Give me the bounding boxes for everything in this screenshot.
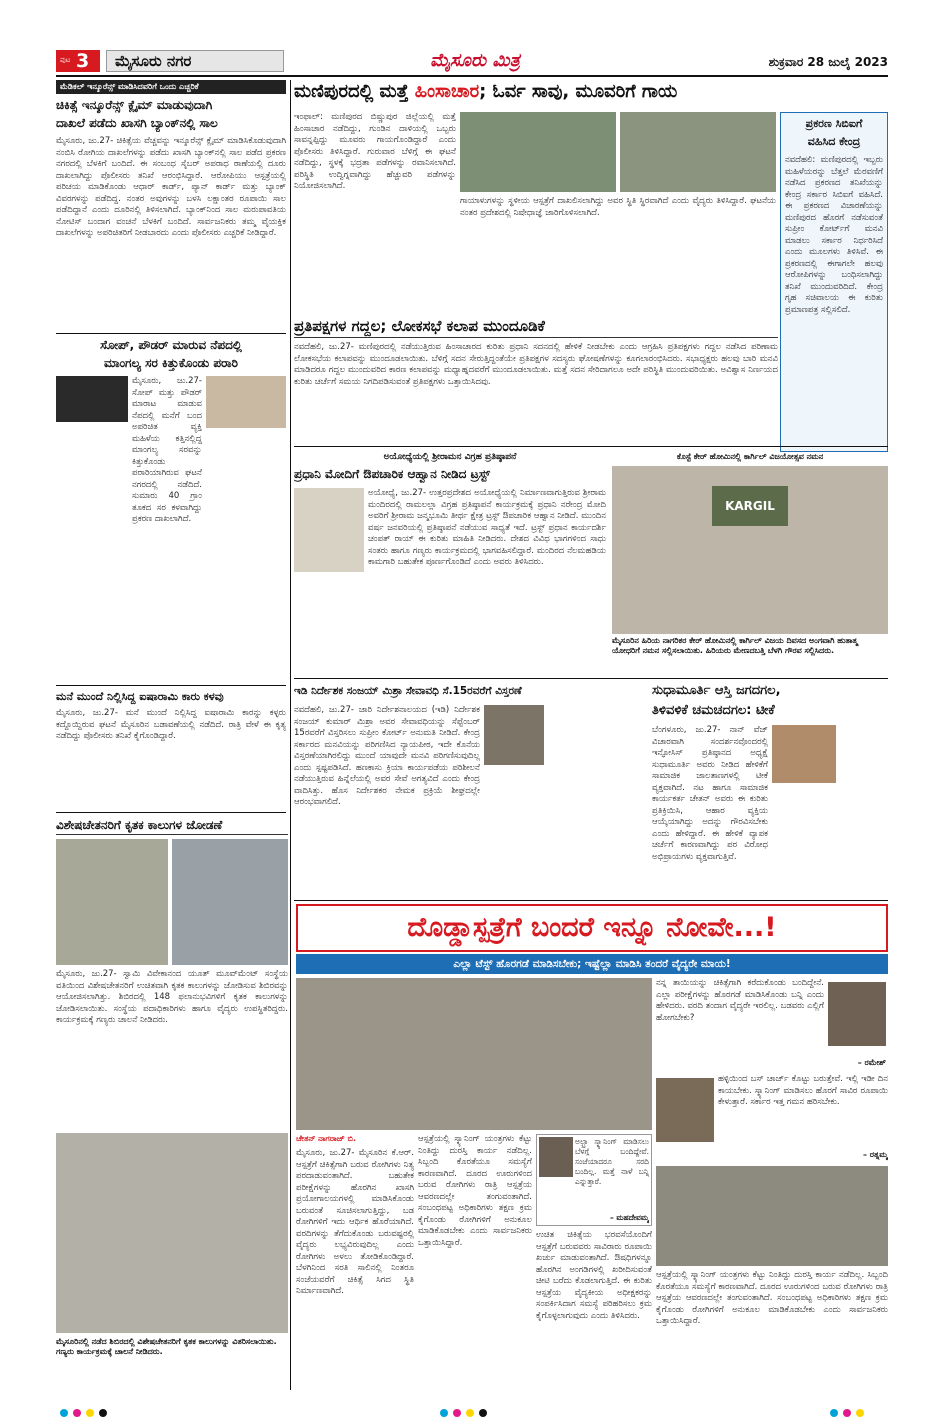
sudha-article xyxy=(652,681,888,897)
cyan-dot xyxy=(60,1409,68,1417)
page-label: ಪುಟ xyxy=(60,56,71,64)
page-number-badge xyxy=(56,50,100,72)
divider xyxy=(294,900,888,901)
hospital-byline: ಚೇತನ್ ನಾಗರಾಜ್ ಬಿ. xyxy=(296,1134,356,1143)
chain-photo xyxy=(206,376,286,428)
lead-body-2: ಗಾಯಾಳುಗಳನ್ನು ಸ್ಥಳೀಯ ಆಸ್ಪತ್ರೆಗೆ ದಾಖಲಿಸಲಾಗಿದ್ದು ಅವರ ಸ್ಥಿತಿ ಸ್ಥಿರವಾಗಿದೆ ಎಂದು ವೈದ್ಯರು ತಿಳಿಸಿದ್ದಾರೆ. ಘಟನೆಯ ನಂತರ ಪ್ರದೇಶದಲ್ಲಿ ನಿಷೇಧಾಜ್ಞೆ ಜಾರಿಗೊಳಿಸಲಾಗಿದೆ. xyxy=(460,196,776,218)
paper-name: ಮೈಸೂರು ಮಿತ್ರ xyxy=(430,50,520,71)
kargil-title: ಕೊಸ್ಟೆ ಕೇರ್ ಹೋಮಿನಲ್ಲಿ ಕಾರ್ಗಿಲ್ ವಿಜಯೋತ್ಸವ ನಮನ xyxy=(676,452,824,461)
cbi-headline-2: ವಹಿಸಿದ ಕೇಂದ್ರ xyxy=(807,135,861,148)
chain-body: ಮೈಸೂರು, ಜು.27- ಸೋಪ್ ಮತ್ತು ಪೌಡರ್ ಮಾರಾಟ ಮಾಡುವ ನೆಪದಲ್ಲಿ ಮನೆಗೆ ಬಂದ ಅಪರಿಚಿತ ವ್ಯಕ್ತಿ ಮಹಿಳೆಯ ಕತ್ತಿನಲ್ಲಿದ್ದ ಮಾಂಗಲ್ಯ ಸರವನ್ನು ಕಿತ್ತುಕೊಂಡು ಪರಾರಿಯಾಗಿರುವ ಘಟನೆ ನಗರದಲ್ಲಿ ನಡೆದಿದೆ. ಸುಮಾರು 40 ಗ್ರಾಂ ತೂಕದ ಸರ ಕಳವಾಗಿದ್ದು ಪ್ರಕರಣ ದಾಖಲಾಗಿದೆ. xyxy=(132,376,202,524)
artificial-photo-2 xyxy=(172,839,288,965)
mahadevamma-photo xyxy=(539,1137,573,1177)
divider xyxy=(294,678,888,679)
black-dot xyxy=(99,1409,107,1417)
quote-1-text: ನನ್ನ ತಾಯಿಯನ್ನು ಚಿಕಿತ್ಸೆಗಾಗಿ ಕರೆದುಕೊಂಡು ಬಂದಿದ್ದೇನೆ. ಎಲ್ಲಾ ಪರೀಕ್ಷೆಗಳನ್ನು ಹೊರಗಡೆ ಮಾಡಿಸಿಕೊಂಡು ಬನ್ನಿ ಎಂದು ಹೇಳಿದರು. ವರದಿ ತಂದಾಗ ವೈದ್ಯರೇ ಇರಲಿಲ್ಲ. ಬಡವರು ಎಲ್ಲಿಗೆ ಹೋಗಬೇಕು? xyxy=(656,978,824,1023)
divider xyxy=(56,812,286,813)
column-rule xyxy=(290,80,291,1390)
opposition-article xyxy=(294,314,778,442)
kargil-caption: ಮೈಸೂರಿನ ಹಿರಿಯ ನಾಗರಿಕರ ಕೇರ್ ಹೋಮಿನಲ್ಲಿ ಕಾರ್ಗಿಲ್ ವಿಜಯ ದಿವಸದ ಅಂಗವಾಗಿ ಹುತಾತ್ಮ ಯೋಧರಿಗೆ ನಮನ ಸಲ್ಲಿಸಲಾಯಿತು. ಹಿರಿಯರು ಮೇಣದಬತ್ತಿ ಬೆಳಗಿ ಗೌರವ ಸಲ್ಲಿಸಿದರು. xyxy=(612,636,858,655)
hospital-body-3: ಉಚಿತ ಚಿಕಿತ್ಸೆಯ ಭರವಸೆಯೊಂದಿಗೆ ಆಸ್ಪತ್ರೆಗೆ ಬರುವವರು ಸಾವಿರಾರು ರೂಪಾಯಿ ಖರ್ಚು ಮಾಡುವಂತಾಗಿದೆ. ಔಷಧಿಗಳನ್ನೂ ಹೊರಗಿನ ಅಂಗಡಿಗಳಲ್ಲಿ ಖರೀದಿಸುವಂತೆ ಚೀಟಿ ಬರೆದು ಕೊಡಲಾಗುತ್ತಿದೆ. ಈ ಕುರಿತು ಆಸ್ಪತ್ರೆಯ ವೈದ್ಯಕೀಯ ಅಧೀಕ್ಷಕರನ್ನು ಸಂಪರ್ಕಿಸಿದಾಗ ಸಮಸ್ಯೆ ಪರಿಹರಿಸಲು ಕ್ರಮ ಕೈಗೊಳ್ಳಲಾಗುವುದು ಎಂದು ತಿಳಿಸಿದರು. xyxy=(536,1230,652,1321)
lead-headline-part-2: ಹಿಂಸಾಚಾರ xyxy=(414,81,480,102)
masthead-rule xyxy=(56,75,888,77)
quote-1-name: – ರಮೇಶ್ xyxy=(857,1058,886,1067)
lead-headline-part-1: ಮಣಿಪುರದಲ್ಲಿ ಮತ್ತೆ xyxy=(294,81,415,102)
hospital-queue-photo xyxy=(296,978,652,1130)
divider xyxy=(294,446,888,447)
quote-2-text: ಹಳ್ಳಿಯಿಂದ ಬಸ್ ಚಾರ್ಜ್ ಕೊಟ್ಟು ಬರುತ್ತೇವೆ. ಇಲ್ಲಿ ಇಡೀ ದಿನ ಕಾಯಬೇಕು. ಸ್ಕ್ಯಾನಿಂಗ್ ಮಾಡಿಸಲು ಹೊರಗೆ ಸಾವಿರ ರೂಪಾಯಿ ಕೇಳುತ್ತಾರೆ. ಸರ್ಕಾರ ಇತ್ತ ಗಮನ ಹರಿಸಬೇಕು. xyxy=(718,1074,888,1107)
artificial-limb-article xyxy=(56,815,288,1389)
page-number: 3 xyxy=(76,50,90,72)
cbi-headline-1: ಪ್ರಕರಣ ಸಿಬಿಐಗೆ xyxy=(805,117,863,130)
ayodhya-kicker: ಅಯೋಧ್ಯೆಯಲ್ಲಿ ಶ್ರೀರಾಮನ ವಿಗ್ರಹ ಪ್ರತಿಷ್ಠಾಪನೆ xyxy=(383,452,517,462)
sudha-headline-2: ತಿಳಿವಳಿಕೆ ಚಮಚದಗಲ: ಟೀಕೆ xyxy=(652,703,775,718)
opposition-body: ನವದೆಹಲಿ, ಜು.27- ಮಣಿಪುರದಲ್ಲಿ ನಡೆಯುತ್ತಿರುವ ಹಿಂಸಾಚಾರದ ಕುರಿತು ಪ್ರಧಾನಿ ಸದನದಲ್ಲಿ ಹೇಳಿಕೆ ನೀಡಬೇಕು ಎಂದು ಆಗ್ರಹಿಸಿ ಪ್ರತಿಪಕ್ಷಗಳು ಗದ್ದಲ ನಡೆಸಿದ ಪರಿಣಾಮ ಲೋಕಸಭೆಯ ಕಲಾಪವನ್ನು ಮುಂದೂಡಲಾಯಿತು. ಬೆಳಿಗ್ಗೆ ಸದನ ಸೇರುತ್ತಿದ್ದಂತೆಯೇ ಪ್ರತಿಪಕ್ಷಗಳ ಸದಸ್ಯರು ಘೋಷಣೆಗಳನ್ನು ಕೂಗಲಾರಂಭಿಸಿದರು. ಸಭಾಧ್ಯಕ್ಷರು ಹಲವು ಬಾರಿ ಮನವಿ ಮಾಡಿದರೂ ಗದ್ದಲ ಮುಂದುವರಿದ ಕಾರಣ ಕಲಾಪವನ್ನು ಮಧ್ಯಾಹ್ನದವರೆಗೆ ಮುಂದೂಡಲಾಯಿತು. ಮತ್ತೆ ಸದನ ಸೇರಿದಾಗಲೂ ಅದೇ ಪರಿಸ್ಥಿತಿ ಮುಂದುವರಿಯಿತು. ಅವಿಶ್ವಾಸ ನಿರ್ಣಯದ ಕುರಿತು ಚರ್ಚೆಗೆ ಸಮಯ ನಿಗದಿಪಡಿಸುವಂತೆ ಪ್ರತಿಪಕ್ಷಗಳು ಒತ್ತಾಯಿಸಿದವು. xyxy=(294,342,778,387)
insurance-body: ಮೈಸೂರು, ಜು.27- ಚಿಕಿತ್ಸೆಯ ವೆಚ್ಚವನ್ನು ಇನ್ಶೂರೆನ್ಸ್ ಕ್ಲೈಮ್ ಮಾಡಿಸಿಕೊಡುವುದಾಗಿ ನಂಬಿಸಿ ರೋಗಿಯ ದಾಖಲೆಗಳನ್ನು ಪಡೆದು ಖಾಸಗಿ ಬ್ಯಾಂಕ್‌ನಲ್ಲಿ ಸಾಲ ಪಡೆದ ಪ್ರಕರಣ ನಗರದಲ್ಲಿ ಬೆಳಕಿಗೆ ಬಂದಿದೆ. ಈ ಸಂಬಂಧ ಸೈಬರ್ ಅಪರಾಧ ಠಾಣೆಯಲ್ಲಿ ದೂರು ದಾಖಲಾಗಿದ್ದು ಪೊಲೀಸರು ತನಿಖೆ ಆರಂಭಿಸಿದ್ದಾರೆ. ಆರೋಪಿಯು ಆಸ್ಪತ್ರೆಯಲ್ಲಿ ಪರಿಚಯ ಮಾಡಿಕೊಂಡು ಆಧಾರ್ ಕಾರ್ಡ್, ಪ್ಯಾನ್ ಕಾರ್ಡ್ ಮತ್ತು ಬ್ಯಾಂಕ್ ವಿವರಗಳನ್ನು ಪಡೆದಿದ್ದ. ನಂತರ ಅವುಗಳನ್ನು ಬಳಸಿ ಲಕ್ಷಾಂತರ ರೂಪಾಯಿ ಸಾಲ ಪಡೆದಿದ್ದಾನೆ ಎಂದು ದೂರಿನಲ್ಲಿ ತಿಳಿಸಲಾಗಿದೆ. ಬ್ಯಾಂಕ್‌ನಿಂದ ಸಾಲ ಮರುಪಾವತಿಯ ನೋಟಿಸ್ ಬಂದಾಗ ವಂಚನೆ ಬೆಳಕಿಗೆ ಬಂದಿದೆ. ಸಾರ್ವಜನಿಕರು ತಮ್ಮ ವೈಯಕ್ತಿಕ ದಾಖಲೆಗಳನ್ನು ಅಪರಿಚಿತರಿಗೆ ನೀಡಬಾರದು ಎಂದು ಪೊಲೀಸರು ಎಚ್ಚರಿಕೆ ನೀಡಿದ್ದಾರೆ. xyxy=(56,136,286,238)
artificial-headline: ವಿಶೇಷಚೇತನರಿಗೆ ಕೃತಕ ಕಾಲುಗಳ ಜೋಡಣೆ xyxy=(56,815,288,835)
quote-2-photo xyxy=(656,1078,714,1142)
cyan-dot xyxy=(440,1409,448,1417)
lead-photo-2 xyxy=(620,112,776,192)
artificial-caption: ಮೈಸೂರಿನಲ್ಲಿ ನಡೆದ ಶಿಬಿರದಲ್ಲಿ ವಿಶೇಷಚೇತನರಿಗೆ ಕೃತಕ ಕಾಲುಗಳನ್ನು ವಿತರಿಸಲಾಯಿತು. ಗಣ್ಯರು ಕಾರ್ಯಕ್ರಮಕ್ಕೆ ಚಾಲನೆ ನೀಡಿದರು. xyxy=(56,1337,277,1356)
magenta-dot xyxy=(843,1409,851,1417)
chain-snatch-article xyxy=(56,336,286,682)
kargil-photo xyxy=(612,466,888,634)
registration-dots-center xyxy=(440,1402,560,1412)
ed-article xyxy=(294,681,646,897)
hospital-subheadline: ಎಲ್ಲಾ ಟೆಸ್ಟ್ ಹೊರಗಡೆ ಮಾಡಿಸಬೇಕು; ಇಷ್ಟೆಲ್ಲಾ ಮಾಡಿಸಿ ತಂದರೆ ವೈದ್ಯರೇ ಮಾಯ! xyxy=(296,954,888,974)
ayodhya-headline: ಪ್ರಧಾನಿ ಮೋದಿಗೆ ಔಪಚಾರಿಕ ಆಹ್ವಾನ ನೀಡಿದ ಟ್ರಸ್ಟ್ xyxy=(294,467,491,481)
yellow-dot xyxy=(466,1409,474,1417)
masthead xyxy=(56,48,888,74)
sudha-headline-1: ಸುಧಾಮೂರ್ತಿ ಆಸ್ತಿ ಜಗದಗಲ, xyxy=(652,683,781,698)
opposition-headline: ಪ್ರತಿಪಕ್ಷಗಳ ಗದ್ದಲ; ಲೋಕಸಭೆ ಕಲಾಪ ಮುಂದೂಡಿಕೆ xyxy=(294,314,778,338)
ayodhya-article xyxy=(294,450,606,674)
quote-center-text: ಅಲ್ಟ್ರಾ ಸ್ಕ್ಯಾನಿಂಗ್ ಮಾಡಿಸಲು ಬೆಳಗ್ಗೆ ಬಂದಿದ್ದೇವೆ. ಸಂಜೆಯಾದರೂ ಸರದಿ ಬಂದಿಲ್ಲ. ಮತ್ತೆ ನಾಳೆ ಬನ್ನಿ ಎನ್ನುತ್ತಾರೆ. xyxy=(575,1137,649,1186)
yellow-dot xyxy=(86,1409,94,1417)
lead-headline xyxy=(294,78,886,106)
hospital-quote-1 xyxy=(656,978,888,1072)
insurance-headline-2: ದಾಖಲೆ ಪಡೆದು ಖಾಸಗಿ ಬ್ಯಾಂಕ್‌ನಲ್ಲಿ ಸಾಲ xyxy=(56,116,218,130)
chain-headline-2: ಮಾಂಗಲ್ಯ ಸರ ಕಿತ್ತುಕೊಂಡು ಪರಾರಿ xyxy=(104,356,238,370)
lead-photo xyxy=(460,112,616,192)
artificial-photo-1 xyxy=(56,839,168,965)
ed-body: ನವದೆಹಲಿ, ಜು.27- ಜಾರಿ ನಿರ್ದೇಶನಾಲಯದ (ಇಡಿ) ನಿರ್ದೇಶಕ ಸಂಜಯ್ ಕುಮಾರ್ ಮಿಶ್ರಾ ಅವರ ಸೇವಾವಧಿಯನ್ನು ಸೆಪ್ಟೆಂಬರ್ 15ರವರೆಗೆ ವಿಸ್ತರಿಸಲು ಸುಪ್ರೀಂ ಕೋರ್ಟ್ ಅನುಮತಿ ನೀಡಿದೆ. ಕೇಂದ್ರ ಸರ್ಕಾರದ ಮನವಿಯನ್ನು ಪರಿಗಣಿಸಿದ ನ್ಯಾಯಪೀಠ, ಇದೇ ಕೊನೆಯ ವಿಸ್ತರಣೆಯಾಗಿರಲಿದ್ದು ಮುಂದೆ ಯಾವುದೇ ಮನವಿ ಪರಿಗಣಿಸುವುದಿಲ್ಲ ಎಂದು ಸ್ಪಷ್ಟಪಡಿಸಿದೆ. ಹಣಕಾಸು ಕ್ರಿಯಾ ಕಾರ್ಯಪಡೆಯ ಪರಿಶೀಲನೆ ನಡೆಯುತ್ತಿರುವ ಹಿನ್ನೆಲೆಯಲ್ಲಿ ಅವರ ಸೇವೆ ಅಗತ್ಯವಿದೆ ಎಂದು ಕೇಂದ್ರ ವಾದಿಸಿತ್ತು. ಹೊಸ ನಿರ್ದೇಶಕರ ನೇಮಕ ಪ್ರಕ್ರಿಯೆ ಶೀಘ್ರದಲ್ಲೇ ಆರಂಭವಾಗಲಿದೆ. xyxy=(294,705,480,807)
insurance-article xyxy=(56,80,286,330)
divider xyxy=(56,333,286,334)
suspect-photo xyxy=(56,376,128,422)
quote-1-photo xyxy=(828,982,886,1046)
car-body: ಮೈಸೂರು, ಜು.27- ಮನೆ ಮುಂದೆ ನಿಲ್ಲಿಸಿದ್ದ ಐಷಾರಾಮಿ ಕಾರನ್ನು ಕಳ್ಳರು ಕದ್ದೊಯ್ದಿರುವ ಘಟನೆ ಮೈಸೂರಿನ ಬಡಾವಣೆಯಲ್ಲಿ ನಡೆದಿದೆ. ರಾತ್ರಿ ವೇಳೆ ಈ ಕೃತ್ಯ ನಡೆದಿದ್ದು ಪೊಲೀಸರು ತನಿಖೆ ಕೈಗೊಂಡಿದ್ದಾರೆ. xyxy=(56,708,286,741)
hospital-body-4: ಆಸ್ಪತ್ರೆಯಲ್ಲಿ ಸ್ಕ್ಯಾನಿಂಗ್ ಯಂತ್ರಗಳು ಕೆಟ್ಟು ನಿಂತಿದ್ದು ದುರಸ್ತಿ ಕಾರ್ಯ ನಡೆದಿಲ್ಲ. ಸಿಬ್ಬಂದಿ ಕೊರತೆಯೂ ಸಮಸ್ಯೆಗೆ ಕಾರಣವಾಗಿದೆ. ದೂರದ ಊರುಗಳಿಂದ ಬರುವ ರೋಗಿಗಳು ರಾತ್ರಿ ಆಸ್ಪತ್ರೆಯ ಆವರಣದಲ್ಲೇ ತಂಗುವಂತಾಗಿದೆ. ಸಂಬಂಧಪಟ್ಟ ಅಧಿಕಾರಿಗಳು ತಕ್ಷಣ ಕ್ರಮ ಕೈಗೊಂಡು ರೋಗಿಗಳಿಗೆ ಅನುಕೂಲ ಮಾಡಿಕೊಡಬೇಕು ಎಂದು ಸಾರ್ವಜನಿಕರು ಒತ್ತಾಯಿಸಿದ್ದಾರೆ. xyxy=(656,1270,888,1326)
cbi-box xyxy=(780,112,888,452)
lead-headline-part-3: ; ಓರ್ವ ಸಾವು, ಮೂವರಿಗೆ ಗಾಯ xyxy=(479,81,678,102)
quote-2-name: – ರತ್ನಮ್ಮ xyxy=(862,1150,888,1159)
section-name: ಮೈಸೂರು ನಗರ xyxy=(106,50,284,72)
artificial-photo-3 xyxy=(56,1133,288,1333)
insurance-kicker: ಮೆಡಿಕಲ್ ಇನ್ಶೂರೆನ್ಸ್ ಮಾಡಿಸಿದವರಿಗೆ ಒಂದು ಎಚ್ಚರಿಕೆ xyxy=(56,80,286,94)
ayodhya-body: ಅಯೋಧ್ಯೆ, ಜು.27- ಉತ್ತರಪ್ರದೇಶದ ಅಯೋಧ್ಯೆಯಲ್ಲಿ ನಿರ್ಮಾಣವಾಗುತ್ತಿರುವ ಶ್ರೀರಾಮ ಮಂದಿರದಲ್ಲಿ ರಾಮಲಲ್ಲಾ ವಿಗ್ರಹ ಪ್ರತಿಷ್ಠಾಪನೆ ಕಾರ್ಯಕ್ರಮಕ್ಕೆ ಪ್ರಧಾನಿ ನರೇಂದ್ರ ಮೋದಿ ಅವರಿಗೆ ಶ್ರೀರಾಮ ಜನ್ಮಭೂಮಿ ತೀರ್ಥ ಕ್ಷೇತ್ರ ಟ್ರಸ್ಟ್ ಔಪಚಾರಿಕ ಆಹ್ವಾನ ನೀಡಿದೆ. ಮುಂದಿನ ವರ್ಷ ಜನವರಿಯಲ್ಲಿ ಪ್ರತಿಷ್ಠಾಪನೆ ನಡೆಯುವ ಸಾಧ್ಯತೆ ಇದೆ. ಟ್ರಸ್ಟ್ ಪ್ರಧಾನ ಕಾರ್ಯದರ್ಶಿ ಚಂಪತ್ ರಾಯ್ ಈ ಕುರಿತು ಮಾಹಿತಿ ನೀಡಿದರು. ದೇಶದ ವಿವಿಧ ಭಾಗಗಳಿಂದ ಸಾಧು ಸಂತರು ಹಾಗೂ ಗಣ್ಯರು ಕಾರ್ಯಕ್ರಮದಲ್ಲಿ ಭಾಗವಹಿಸಲಿದ್ದಾರೆ. ಮಂದಿರದ ನೆಲಮಹಡಿಯ ಕಾಮಗಾರಿ ಬಹುತೇಕ ಪೂರ್ಣಗೊಂಡಿದೆ ಎಂದು ಅವರು ತಿಳಿಸಿದರು. xyxy=(368,488,606,567)
black-dot xyxy=(479,1409,487,1417)
chain-headline-1: ಸೋಪ್, ಪೌಡರ್ ಮಾರುವ ನೆಪದಲ್ಲಿ xyxy=(100,338,242,352)
registration-dots-left xyxy=(60,1402,180,1412)
divider xyxy=(56,685,286,686)
modi-photo xyxy=(294,488,364,572)
hospital-quote-center xyxy=(536,1134,652,1226)
mishra-photo xyxy=(484,705,544,765)
lead-body: ಇಂಫಾಲ್: ಮಣಿಪುರದ ಬಿಷ್ಣುಪುರ ಜಿಲ್ಲೆಯಲ್ಲಿ ಮತ್ತೆ ಹಿಂಸಾಚಾರ ನಡೆದಿದ್ದು, ಗುಂಡಿನ ದಾಳಿಯಲ್ಲಿ ಒಬ್ಬರು ಸಾವನ್ನಪ್ಪಿದ್ದು ಮೂವರು ಗಾಯಗೊಂಡಿದ್ದಾರೆ ಎಂದು ಪೊಲೀಸರು ತಿಳಿಸಿದ್ದಾರೆ. ಗುರುವಾರ ಬೆಳಿಗ್ಗೆ ಈ ಘಟನೆ ನಡೆದಿದ್ದು, ಸ್ಥಳಕ್ಕೆ ಭದ್ರತಾ ಪಡೆಗಳನ್ನು ರವಾನಿಸಲಾಗಿದೆ. ಪರಿಸ್ಥಿತಿ ಉದ್ವಿಗ್ನವಾಗಿದ್ದು ಹೆಚ್ಚುವರಿ ಪಡೆಗಳನ್ನು ನಿಯೋಜಿಸಲಾಗಿದೆ. xyxy=(294,112,456,191)
cbi-body: ನವದೆಹಲಿ: ಮಣಿಪುರದಲ್ಲಿ ಇಬ್ಬರು ಮಹಿಳೆಯರನ್ನು ಬೆತ್ತಲೆ ಮೆರವಣಿಗೆ ನಡೆಸಿದ ಪ್ರಕರಣದ ತನಿಖೆಯನ್ನು ಕೇಂದ್ರ ಸರ್ಕಾರ ಸಿಬಿಐಗೆ ವಹಿಸಿದೆ. ಈ ಪ್ರಕರಣದ ವಿಚಾರಣೆಯನ್ನು ಮಣಿಪುರದ ಹೊರಗೆ ನಡೆಸುವಂತೆ ಸುಪ್ರೀಂ ಕೋರ್ಟ್‌ಗೆ ಮನವಿ ಮಾಡಲು ಸರ್ಕಾರ ನಿರ್ಧರಿಸಿದೆ ಎಂದು ಮೂಲಗಳು ತಿಳಿಸಿವೆ. ಈ ಪ್ರಕರಣದಲ್ಲಿ ಈಗಾಗಲೇ ಹಲವು ಆರೋಪಿಗಳನ್ನು ಬಂಧಿಸಲಾಗಿದ್ದು ತನಿಖೆ ಮುಂದುವರಿದಿದೆ. ಕೇಂದ್ರ ಗೃಹ ಸಚಿವಾಲಯ ಈ ಕುರಿತು ಪ್ರಮಾಣಪತ್ರ ಸಲ್ಲಿಸಲಿದೆ. xyxy=(785,155,883,315)
hospital-ward-photo xyxy=(656,1166,888,1266)
magenta-dot xyxy=(73,1409,81,1417)
car-headline: ಮನೆ ಮುಂದೆ ನಿಲ್ಲಿಸಿದ್ದ ಐಷಾರಾಮಿ ಕಾರು ಕಳವು xyxy=(56,690,224,703)
issue-date: ಶುಕ್ರವಾರ 28 ಜುಲೈ 2023 xyxy=(768,55,888,69)
car-theft-article xyxy=(56,688,286,808)
chetan-photo xyxy=(772,725,836,783)
hospital-body-2: ಆಸ್ಪತ್ರೆಯಲ್ಲಿ ಸ್ಕ್ಯಾನಿಂಗ್ ಯಂತ್ರಗಳು ಕೆಟ್ಟು ನಿಂತಿದ್ದು ದುರಸ್ತಿ ಕಾರ್ಯ ನಡೆದಿಲ್ಲ. ಸಿಬ್ಬಂದಿ ಕೊರತೆಯೂ ಸಮಸ್ಯೆಗೆ ಕಾರಣವಾಗಿದೆ. ದೂರದ ಊರುಗಳಿಂದ ಬರುವ ರೋಗಿಗಳು ರಾತ್ರಿ ಆಸ್ಪತ್ರೆಯ ಆವರಣದಲ್ಲೇ ತಂಗುವಂತಾಗಿದೆ. ಸಂಬಂಧಪಟ್ಟ ಅಧಿಕಾರಿಗಳು ತಕ್ಷಣ ಕ್ರಮ ಕೈಗೊಂಡು ರೋಗಿಗಳಿಗೆ ಅನುಕೂಲ ಮಾಡಿಕೊಡಬೇಕು ಎಂದು ಸಾರ್ವಜನಿಕರು ಒತ್ತಾಯಿಸಿದ್ದಾರೆ. xyxy=(418,1134,532,1248)
insurance-headline-1: ಚಿಕಿತ್ಸೆ ಇನ್ಶೂರೆನ್ಸ್ ಕ್ಲೈಮ್ ಮಾಡುವುದಾಗಿ xyxy=(56,98,213,112)
quote-center-name: – ಮಹದೇವಮ್ಮ xyxy=(610,1213,649,1222)
kargil-article xyxy=(612,450,888,674)
registration-dots-right xyxy=(830,1402,890,1412)
kargil-banner: KARGIL xyxy=(712,486,788,526)
hospital-headline: ದೊಡ್ಡಾಸ್ಪತ್ರೆಗೆ ಬಂದರೆ ಇನ್ನೂ ನೋವೇ...! xyxy=(407,912,777,943)
ed-headline: ಇಡಿ ನಿರ್ದೇಶಕ ಸಂಜಯ್ ಮಿಶ್ರಾ ಸೇವಾವಧಿ ಸೆ.15ರವರೆಗೆ ವಿಸ್ತರಣೆ xyxy=(294,685,522,697)
hospital-body-1: ಮೈಸೂರು, ಜು.27- ಮೈಸೂರಿನ ಕೆ.ಆರ್. ಆಸ್ಪತ್ರೆಗೆ ಚಿಕಿತ್ಸೆಗಾಗಿ ಬರುವ ರೋಗಿಗಳು ನಿತ್ಯ ಪರದಾಡುವಂತಾಗಿದೆ. ಬಹುತೇಕ ಪರೀಕ್ಷೆಗಳನ್ನು ಹೊರಗಿನ ಖಾಸಗಿ ಪ್ರಯೋಗಾಲಯಗಳಲ್ಲಿ ಮಾಡಿಸಿಕೊಂಡು ಬರುವಂತೆ ಸೂಚಿಸಲಾಗುತ್ತಿದ್ದು, ಬಡ ರೋಗಿಗಳಿಗೆ ಇದು ಆರ್ಥಿಕ ಹೊರೆಯಾಗಿದೆ. ವರದಿಗಳನ್ನು ತೆಗೆದುಕೊಂಡು ಬರುವಷ್ಟರಲ್ಲಿ ವೈದ್ಯರು ಲಭ್ಯವಿರುವುದಿಲ್ಲ ಎಂದು ರೋಗಿಗಳು ಅಳಲು ತೋಡಿಕೊಂಡಿದ್ದಾರೆ. ಬೆಳಗಿನಿಂದ ಸರತಿ ಸಾಲಿನಲ್ಲಿ ನಿಂತರೂ ಸಂಜೆಯವರೆಗೆ ಚಿಕಿತ್ಸೆ ಸಿಗದ ಸ್ಥಿತಿ ನಿರ್ಮಾಣವಾಗಿದೆ. xyxy=(296,1148,414,1296)
magenta-dot xyxy=(453,1409,461,1417)
artificial-body: ಮೈಸೂರು, ಜು.27- ಸ್ವಾಮಿ ವಿವೇಕಾನಂದ ಯೂತ್ ಮೂವ್‌ಮೆಂಟ್ ಸಂಸ್ಥೆಯ ವತಿಯಿಂದ ವಿಶೇಷಚೇತನರಿಗೆ ಉಚಿತವಾಗಿ ಕೃತಕ ಕಾಲುಗಳನ್ನು ಜೋಡಿಸುವ ಶಿಬಿರವನ್ನು ಆಯೋಜಿಸಲಾಗಿತ್ತು. ಶಿಬಿರದಲ್ಲಿ 148 ಫಲಾನುಭವಿಗಳಿಗೆ ಕೃತಕ ಕಾಲುಗಳನ್ನು ಜೋಡಿಸಲಾಯಿತು. ಸಂಸ್ಥೆಯ ಪದಾಧಿಕಾರಿಗಳು ಹಾಗೂ ವೈದ್ಯರು ಉಪಸ್ಥಿತರಿದ್ದರು. ಕಾರ್ಯಕ್ರಮಕ್ಕೆ ಗಣ್ಯರು ಚಾಲನೆ ನೀಡಿದರು. xyxy=(56,969,288,1025)
sudha-body: ಬೆಂಗಳೂರು, ಜು.27- ನಾನ್ ವೆಜ್ ವಿಚಾರವಾಗಿ ಸಂದರ್ಶನವೊಂದರಲ್ಲಿ ಇನ್ಫೋಸಿಸ್ ಪ್ರತಿಷ್ಠಾನದ ಅಧ್ಯಕ್ಷೆ ಸುಧಾಮೂರ್ತಿ ಅವರು ನೀಡಿದ ಹೇಳಿಕೆಗೆ ಸಾಮಾಜಿಕ ಜಾಲತಾಣಗಳಲ್ಲಿ ಟೀಕೆ ವ್ಯಕ್ತವಾಗಿದೆ. ನಟ ಹಾಗೂ ಸಾಮಾಜಿಕ ಕಾರ್ಯಕರ್ತ ಚೇತನ್ ಅವರು ಈ ಕುರಿತು ಪ್ರತಿಕ್ರಿಯಿಸಿ, ಆಹಾರ ವ್ಯಕ್ತಿಯ ಆಯ್ಕೆಯಾಗಿದ್ದು ಅದನ್ನು ಗೌರವಿಸಬೇಕು ಎಂದು ಹೇಳಿದ್ದಾರೆ. ಈ ಹೇಳಿಕೆ ವ್ಯಾಪಕ ಚರ್ಚೆಗೆ ಕಾರಣವಾಗಿದ್ದು ಪರ ವಿರೋಧ ಅಭಿಪ್ರಾಯಗಳು ವ್ಯಕ್ತವಾಗುತ್ತಿವೆ. xyxy=(652,725,768,862)
hospital-headline-box xyxy=(296,904,888,952)
yellow-dot xyxy=(856,1409,864,1417)
hospital-quote-2 xyxy=(656,1074,888,1164)
cyan-dot xyxy=(830,1409,838,1417)
